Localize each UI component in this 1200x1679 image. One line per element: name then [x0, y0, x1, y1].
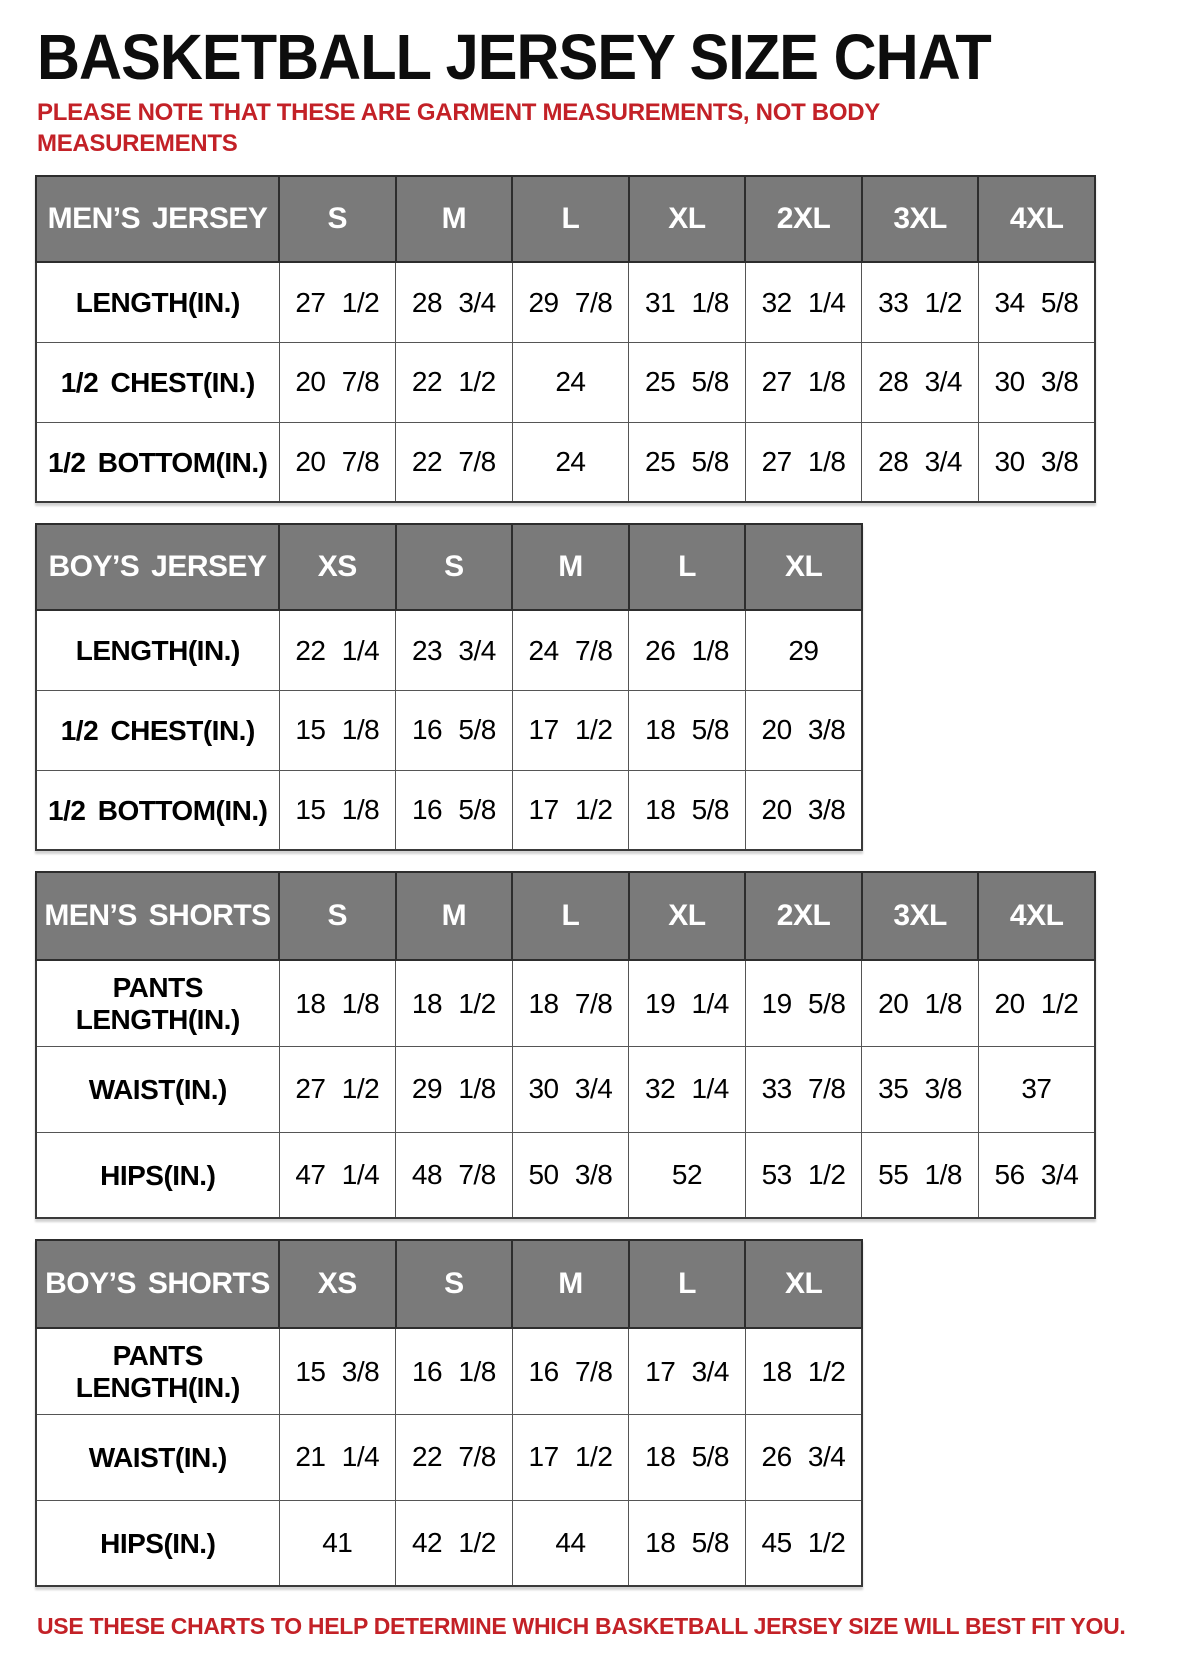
row-label: WAIST(IN.)	[36, 1414, 279, 1500]
table-title-cell: MEN’S SHORTS	[36, 872, 279, 960]
size-header-cell: 2XL	[745, 176, 862, 262]
size-header-cell: 2XL	[745, 872, 862, 960]
value-cell: 27 1/8	[745, 422, 862, 502]
value-cell: 15 1/8	[279, 690, 396, 770]
row-label: PANTS LENGTH(IN.)	[36, 960, 279, 1046]
value-cell: 32 1/4	[629, 1046, 746, 1132]
row-label: 1/2 CHEST(IN.)	[36, 690, 279, 770]
value-cell: 31 1/8	[629, 262, 746, 342]
table-row	[36, 1132, 1095, 1218]
boys-jersey-table	[35, 523, 1200, 851]
size-header-cell: 3XL	[862, 872, 979, 960]
value-cell: 33 1/2	[862, 262, 979, 342]
value-cell: 48 7/8	[396, 1132, 513, 1218]
row-label: LENGTH(IN.)	[36, 262, 279, 342]
value-cell: 16 7/8	[512, 1328, 629, 1414]
row-label: WAIST(IN.)	[36, 1046, 279, 1132]
value-cell: 15 3/8	[279, 1328, 396, 1414]
value-cell: 33 7/8	[745, 1046, 862, 1132]
value-cell: 27 1/2	[279, 1046, 396, 1132]
value-cell: 18 5/8	[629, 690, 746, 770]
value-cell: 17 3/4	[629, 1328, 746, 1414]
value-cell: 29 1/8	[396, 1046, 513, 1132]
size-header-cell: 3XL	[862, 176, 979, 262]
value-cell: 29 7/8	[512, 262, 629, 342]
value-cell: 30 3/8	[978, 422, 1095, 502]
size-header-cell: XL	[745, 524, 862, 610]
value-cell: 28 3/4	[862, 422, 979, 502]
row-label: PANTS LENGTH(IN.)	[36, 1328, 279, 1414]
size-header-cell: S	[279, 176, 396, 262]
size-header-cell: M	[396, 872, 513, 960]
value-cell: 20 3/8	[745, 770, 862, 850]
garment-note-line-1: PLEASE NOTE THAT THESE ARE GARMENT MEASUREMENTS, NOT BODY	[37, 99, 880, 126]
value-cell: 20 1/2	[978, 960, 1095, 1046]
value-cell: 18 5/8	[629, 1414, 746, 1500]
value-cell: 50 3/8	[512, 1132, 629, 1218]
value-cell: 41	[279, 1500, 396, 1586]
table-row	[36, 960, 1095, 1046]
value-cell: 29	[745, 610, 862, 690]
size-header-cell: 4XL	[978, 176, 1095, 262]
garment-note-line-2: MEASUREMENTS	[37, 129, 238, 157]
value-cell: 20 7/8	[279, 342, 396, 422]
size-header-cell: XS	[279, 1240, 396, 1328]
size-header-cell: 4XL	[978, 872, 1095, 960]
header-row	[36, 524, 862, 610]
value-cell: 24 7/8	[512, 610, 629, 690]
value-cell: 26 1/8	[629, 610, 746, 690]
value-cell: 18 1/2	[745, 1328, 862, 1414]
value-cell: 25 5/8	[629, 342, 746, 422]
table-row	[36, 610, 862, 690]
value-cell: 19 5/8	[745, 960, 862, 1046]
table-row	[36, 262, 1095, 342]
value-cell: 27 1/8	[745, 342, 862, 422]
value-cell: 19 1/4	[629, 960, 746, 1046]
size-header-cell: L	[512, 872, 629, 960]
size-header-cell: S	[396, 1240, 513, 1328]
row-label: 1/2 BOTTOM(IN.)	[36, 422, 279, 502]
value-cell: 27 1/2	[279, 262, 396, 342]
value-cell: 47 1/4	[279, 1132, 396, 1218]
value-cell: 37	[978, 1046, 1095, 1132]
value-cell: 22 7/8	[396, 1414, 513, 1500]
table-row	[36, 342, 1095, 422]
value-cell: 34 5/8	[978, 262, 1095, 342]
mens-jersey-table	[35, 175, 1200, 503]
footer-note: USE THESE CHARTS TO HELP DETERMINE WHICH BASKETBALL JERSEY SIZE WILL BEST FIT YOU.	[37, 1613, 1126, 1640]
value-cell: 18 1/8	[279, 960, 396, 1046]
value-cell: 28 3/4	[862, 342, 979, 422]
value-cell: 16 5/8	[396, 770, 513, 850]
table-grid	[35, 1239, 863, 1587]
table-row	[36, 1414, 862, 1500]
value-cell: 22 7/8	[396, 422, 513, 502]
size-header-cell: L	[512, 176, 629, 262]
size-header-cell: XL	[629, 176, 746, 262]
size-header-cell: M	[512, 1240, 629, 1328]
table-row	[36, 1500, 862, 1586]
value-cell: 16 5/8	[396, 690, 513, 770]
value-cell: 17 1/2	[512, 770, 629, 850]
size-header-cell: L	[629, 524, 746, 610]
value-cell: 22 1/4	[279, 610, 396, 690]
value-cell: 17 1/2	[512, 690, 629, 770]
value-cell: 21 1/4	[279, 1414, 396, 1500]
value-cell: 28 3/4	[396, 262, 513, 342]
value-cell: 20 1/8	[862, 960, 979, 1046]
value-cell: 24	[512, 342, 629, 422]
value-cell: 18 7/8	[512, 960, 629, 1046]
value-cell: 53 1/2	[745, 1132, 862, 1218]
size-header-cell: M	[396, 176, 513, 262]
value-cell: 22 1/2	[396, 342, 513, 422]
row-label: HIPS(IN.)	[36, 1132, 279, 1218]
table-row	[36, 1328, 862, 1414]
size-header-cell: XS	[279, 524, 396, 610]
value-cell: 24	[512, 422, 629, 502]
value-cell: 15 1/8	[279, 770, 396, 850]
value-cell: 56 3/4	[978, 1132, 1095, 1218]
table-grid	[35, 175, 1096, 503]
size-header-cell: S	[279, 872, 396, 960]
table-row	[36, 690, 862, 770]
row-label: 1/2 CHEST(IN.)	[36, 342, 279, 422]
table-row	[36, 770, 862, 850]
value-cell: 16 1/8	[396, 1328, 513, 1414]
garment-note	[37, 98, 1200, 159]
value-cell: 30 3/8	[978, 342, 1095, 422]
value-cell: 17 1/2	[512, 1414, 629, 1500]
value-cell: 42 1/2	[396, 1500, 513, 1586]
value-cell: 26 3/4	[745, 1414, 862, 1500]
size-header-cell: XL	[629, 872, 746, 960]
value-cell: 30 3/4	[512, 1046, 629, 1132]
value-cell: 52	[629, 1132, 746, 1218]
mens-shorts-table	[35, 871, 1200, 1219]
size-header-cell: M	[512, 524, 629, 610]
size-header-cell: XL	[745, 1240, 862, 1328]
header-row	[36, 1240, 862, 1328]
header-row	[36, 872, 1095, 960]
size-header-cell: S	[396, 524, 513, 610]
table-title-cell: MEN’S JERSEY	[36, 176, 279, 262]
table-grid	[35, 523, 863, 851]
value-cell: 35 3/8	[862, 1046, 979, 1132]
row-label: 1/2 BOTTOM(IN.)	[36, 770, 279, 850]
value-cell: 18 5/8	[629, 770, 746, 850]
value-cell: 20 7/8	[279, 422, 396, 502]
table-row	[36, 422, 1095, 502]
row-label: HIPS(IN.)	[36, 1500, 279, 1586]
value-cell: 45 1/2	[745, 1500, 862, 1586]
header-row	[36, 176, 1095, 262]
value-cell: 20 3/8	[745, 690, 862, 770]
value-cell: 18 5/8	[629, 1500, 746, 1586]
row-label: LENGTH(IN.)	[36, 610, 279, 690]
value-cell: 18 1/2	[396, 960, 513, 1046]
table-row	[36, 1046, 1095, 1132]
page-title: BASKETBALL JERSEY SIZE CHAT	[37, 21, 991, 93]
value-cell: 55 1/8	[862, 1132, 979, 1218]
table-title-cell: BOY’S SHORTS	[36, 1240, 279, 1328]
boys-shorts-table	[35, 1239, 1200, 1587]
size-header-cell: L	[629, 1240, 746, 1328]
value-cell: 25 5/8	[629, 422, 746, 502]
table-title-cell: BOY’S JERSEY	[36, 524, 279, 610]
value-cell: 23 3/4	[396, 610, 513, 690]
value-cell: 32 1/4	[745, 262, 862, 342]
value-cell: 44	[512, 1500, 629, 1586]
table-grid	[35, 871, 1096, 1219]
